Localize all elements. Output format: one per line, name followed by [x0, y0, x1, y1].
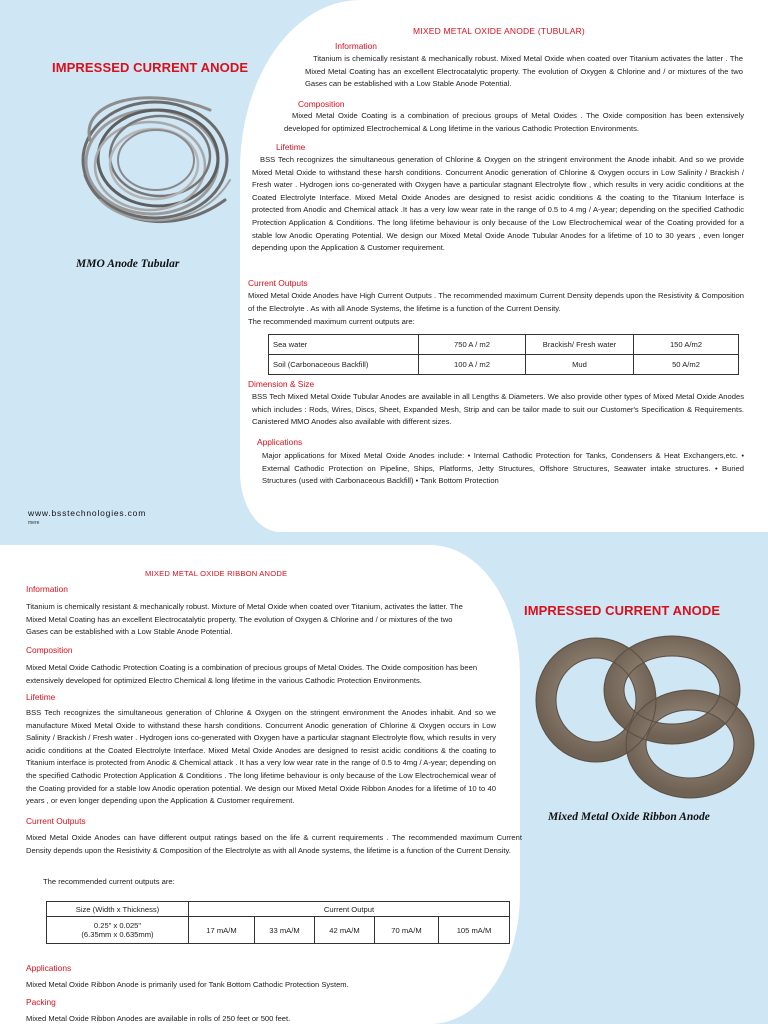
table-cell: 50 A/m2: [634, 355, 739, 375]
mmo-ribbon-rolls-image: [534, 628, 764, 800]
top-lifetime-heading: Lifetime: [276, 142, 306, 152]
top-information-text: Titanium is chemically resistant & mechanically robust. Mixed Metal Oxide when coated over Titanium activates the latter . The Mixed Metal Coating has an excellent Electrocatalytic property. The evolution of Oxygen & Chlorine and / or mixtures of the two Gases can be established with a Low Stable Anode Potential.: [305, 54, 743, 89]
top-current-text: Mixed Metal Oxide Anodes have High Current Outputs . The recommended maximum Current Density depends upon the Resistivity & Composition of the Electrolyte . As with all Anode Systems, the lifetime is a function of the Current Density.: [248, 291, 744, 313]
bottom-heading: IMPRESSED CURRENT ANODE: [524, 603, 721, 618]
table-row: [47, 917, 510, 944]
top-information-heading: Information: [335, 41, 377, 51]
bottom-image-caption: Mixed Metal Oxide Ribbon Anode: [548, 811, 710, 823]
table-cell: 70 mA/M: [375, 917, 439, 944]
bottom-current-text: Mixed Metal Oxide Anodes can have different output ratings based on the life & current requirements . The recommended maximum Current Density depends upon the Resistivity & Composition of the Electrolyte as with all Anode systems, the lifetime is a function of the Current Density.: [26, 833, 522, 855]
bottom-current-heading: Current Outputs: [26, 816, 86, 826]
url-footnote: mere: [28, 520, 40, 526]
bottom-composition-heading: Composition: [26, 645, 73, 655]
top-current-heading: Current Outputs: [248, 278, 308, 288]
table-header-cell: Size (Width x Thickness): [47, 902, 189, 917]
bottom-composition-text: Mixed Metal Oxide Cathodic Protection Coating is a combination of precious groups of Metal Oxides. The Oxide composition has been extensively developed for optimized Electro Chemical & long lifetime in the various Cathodic Protection Environments.: [26, 663, 478, 685]
table-cell: 750 A / m2: [419, 335, 526, 355]
table-row: [269, 335, 739, 355]
table-cell: 150 A/m2: [634, 335, 739, 355]
bottom-applications-text: Mixed Metal Oxide Ribbon Anode is primarily used for Tank Bottom Cathodic Protection System.: [26, 980, 349, 989]
table-row: [269, 355, 739, 375]
top-product-title: MIXED METAL OXIDE ANODE (TUBULAR): [413, 26, 585, 36]
size-value: 0.25" x 0.025": [93, 921, 142, 930]
bottom-information-text: Titanium is chemically resistant & mechanically robust. Mixture of Metal Oxide when coated over Titanium, activates the latter. The Mixed Metal Coating has an excellent Electrocatalytic property. The evolution of Oxygen & Chlorine and / or mixtures of the two Gases can be established with a Low Stable Anode Potential.: [26, 602, 463, 637]
top-applications-text: Major applications for Mixed Metal Oxide Anodes include: • Internal Cathodic Protection for Tanks, Condensers & Heat Exchangers,etc. • External Cathodic Protection on Pipeline, Ships, Platforms, Jetty Structures, Offshore Structures, Seawater intake structures. • Buried Structures (used with Carbonaceous Backfill) • Tank Bottom Protection: [262, 451, 744, 486]
mmo-tubular-coil-image: [60, 80, 245, 245]
top-dimension-heading: Dimension & Size: [248, 379, 315, 389]
top-lifetime-text: BSS Tech recognizes the simultaneous generation of Chlorine & Oxygen on the stringent environment the Anode inhabit. And so we provide Mixed Metal Oxide to withstand these harsh conditions. Concurrent Anodic generation of Chlorine & Oxygen occurs in Low Salinity / Brackish / Fresh water . Hydrogen ions co-generated with Oxygen have a particular stagnant Electrolyte flow , which results in very acidic conditions at the Coated Electrolyte Interface. Mixed Metal Oxide Anodes are designed to resist acidic conditions & the coating to the Titanium Interface is protected from Anodic and Chemical attack .It has a very low wear rate in the range of 0.5 to 4 mg / A-year; depending on the specified Cathodic Protection Application & Conditions. The long lifetime behaviour is only because of the Low Electrochemical wear of the Coating provided for a stable low Anodic Operating Potential. We design our Mixed Metal Oxide Anode Tubular Anodes for a lifetime of 10 to 30 years , even longer depending upon the Application & Customer requirement.: [252, 155, 744, 253]
table-cell: Sea water: [269, 335, 419, 355]
table-cell: Mud: [526, 355, 634, 375]
top-heading: IMPRESSED CURRENT ANODE: [52, 60, 249, 75]
table-cell: Brackish/ Fresh water: [526, 335, 634, 355]
table-cell: 105 mA/M: [439, 917, 510, 944]
bottom-packing-heading: Packing: [26, 997, 56, 1007]
bottom-current-intro: The recommended current outputs are:: [43, 877, 175, 886]
top-current-intro: The recommended maximum current outputs are:: [248, 317, 415, 326]
table-cell: [47, 917, 189, 944]
top-applications-heading: Applications: [257, 437, 303, 447]
bottom-information-heading: Information: [26, 584, 68, 594]
top-image-caption: MMO Anode Tubular: [76, 258, 180, 270]
top-composition-heading: Composition: [298, 99, 345, 109]
top-current-table: [268, 334, 739, 375]
table-cell: 42 mA/M: [315, 917, 375, 944]
table-row: [47, 902, 510, 917]
table-cell: 17 mA/M: [189, 917, 255, 944]
table-header-cell: Current Output: [189, 902, 510, 917]
bottom-packing-text: Mixed Metal Oxide Ribbon Anodes are available in rolls of 250 feet or 500 feet.: [26, 1014, 291, 1023]
bottom-product-title: MIXED METAL OXIDE RIBBON ANODE: [145, 569, 288, 578]
website-url[interactable]: www.bsstechnologies.com: [28, 508, 147, 518]
table-cell: 100 A / m2: [419, 355, 526, 375]
bottom-lifetime-text: BSS Tech recognizes the simultaneous generation of Chlorine & Oxygen on the stringent environment the Anodes inhabit. And so we manufacture Mixed Metal Oxide to withstand these harsh conditions. Concurrent Anodic generation of Chlorine & Oxygen occurs in Low Salinity / Brackish / Fresh water . Hydrogen ions co-generated with Oxygen have a particular stagnant Electrolyte flow, which results in very acidic conditions at the Coated Electrolyte Interface. Mixed Metal Oxide Anodes are designed to resist acidic conditions & the coating to Titanium interface is protected from Anodic & Chemical attack . It has a very low wear rate in the range of 0.5 to 4mg / A-year; depending on the specified Cathodic Protection Application & Conditions . The long lifetime behaviour is only because of the Low Electrochemical wear of the Coating provided for a stable low Anodic operation potential. We design our Mixed Metal Oxide Ribbon Anodes for a lifetime of 10 to 40 years , or even longer depending upon the Application & Customer requirement.: [26, 708, 496, 806]
top-composition-text: Mixed Metal Oxide Coating is a combination of precious groups of Metal Oxides . The Oxide composition has been extensively developed for optimized Electrochemical & Long lifetime in the various Cathodic Protection Environments.: [284, 111, 744, 133]
bottom-lifetime-heading: Lifetime: [26, 692, 56, 702]
table-cell: Soil (Carbonaceous Backfill): [269, 355, 419, 375]
bottom-applications-heading: Applications: [26, 963, 72, 973]
table-cell: 33 mA/M: [255, 917, 315, 944]
top-dimension-text: BSS Tech Mixed Metal Oxide Tubular Anodes are available in all Lengths & Diameters. We also provide other types of Mixed Metal Oxide Anodes which includes : Rods, Wires, Discs, Sheet, Expanded Mesh, Strip and can be tailor made to suit our Customer's Specification & Requirements. Canistered MMO Anodes also available with different sizes.: [252, 392, 744, 427]
size-metric-value: (6.35mm x 0.635mm): [81, 930, 154, 939]
bottom-current-table: [46, 901, 510, 944]
